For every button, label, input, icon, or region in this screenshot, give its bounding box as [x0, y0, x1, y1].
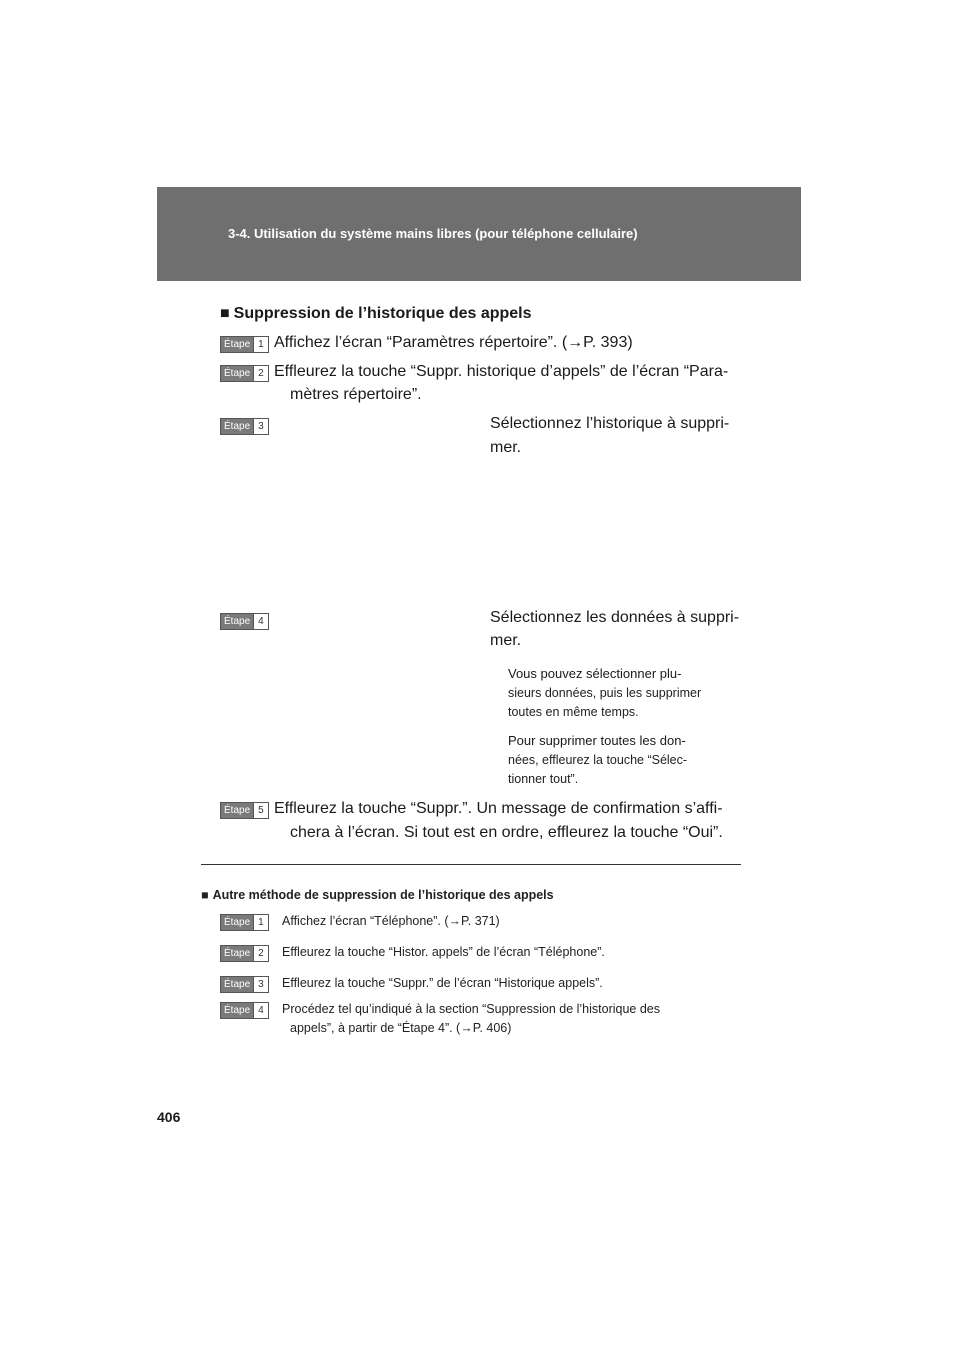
- step-4-note-1-line-3: toutes en même temps.: [508, 705, 639, 719]
- step-2-line-2: mètres répertoire”.: [290, 386, 422, 403]
- alt-section-title: [201, 886, 554, 905]
- step-4-note-1-line-1: Vous pouvez sélectionner plu-: [508, 666, 682, 681]
- alt-step-badge-1: Étape 1: [220, 914, 269, 931]
- alt-step-1-text: Affichez l’écran “Téléphone”. (→P. 371): [282, 914, 500, 928]
- alt-step-3-text: Effleurez la touche “Suppr.” de l’écran “Historique appels”.: [282, 976, 603, 990]
- square-bullet-icon: ■: [220, 305, 230, 322]
- step-4-note-2-line-2: nées, effleurez la touche “Sélec-: [508, 753, 688, 767]
- alt-step-badge-3: Étape 3: [220, 976, 269, 993]
- section-divider: [201, 864, 741, 865]
- step-4-note-1-line-2: sieurs données, puis les supprimer: [508, 686, 702, 700]
- step-4-line-2: mer.: [490, 632, 522, 649]
- step-4-note-2-line-3: tionner tout”.: [508, 772, 579, 786]
- alt-section-title-text: Autre méthode de suppression de l’historique des appels: [212, 888, 554, 902]
- chapter-header-title: 3-4. Utilisation du système mains libres (pour téléphone cellulaire): [228, 226, 638, 241]
- alt-step-4-line-1: Procédez tel qu’indiqué à la section “Suppression de l’historique des: [282, 1002, 661, 1016]
- step-badge-4: Étape 4: [220, 613, 269, 630]
- square-bullet-icon: ■: [201, 888, 209, 902]
- step-badge-1: Étape 1: [220, 336, 269, 353]
- alt-step-4-line-2: appels”, à partir de “Étape 4”. (→P. 406): [290, 1021, 512, 1035]
- page-number: 406: [157, 1109, 181, 1125]
- step-5-line-1: Effleurez la touche “Suppr.”. Un message de confirmation s’affi-: [274, 800, 723, 817]
- step-4-line-1: Sélectionnez les données à suppri-: [490, 609, 740, 626]
- alt-step-badge-2: Étape 2: [220, 945, 269, 962]
- step-3-line-2: mer.: [490, 439, 522, 456]
- step-2-line-1: Effleurez la touche “Suppr. historique d’appels” de l’écran “Para-: [274, 363, 729, 380]
- step-1-text: Affichez l’écran “Paramètres répertoire”. (→P. 393): [274, 334, 633, 351]
- alt-step-2-text: Effleurez la touche “Histor. appels” de l’écran “Téléphone”.: [282, 945, 605, 959]
- alt-step-badge-4: Étape 4: [220, 1002, 269, 1019]
- step-badge-3: Étape 3: [220, 418, 269, 435]
- section-title-text: Suppression de l’historique des appels: [233, 305, 532, 322]
- step-badge-5: Étape 5: [220, 802, 269, 819]
- step-4-note-2-line-1: Pour supprimer toutes les don-: [508, 733, 686, 748]
- section-title: [220, 305, 532, 323]
- step-5-line-2: chera à l’écran. Si tout est en ordre, effleurez la touche “Oui”.: [290, 824, 723, 841]
- step-badge-2: Étape 2: [220, 365, 269, 382]
- step-3-line-1: Sélectionnez l’historique à suppri-: [490, 415, 730, 432]
